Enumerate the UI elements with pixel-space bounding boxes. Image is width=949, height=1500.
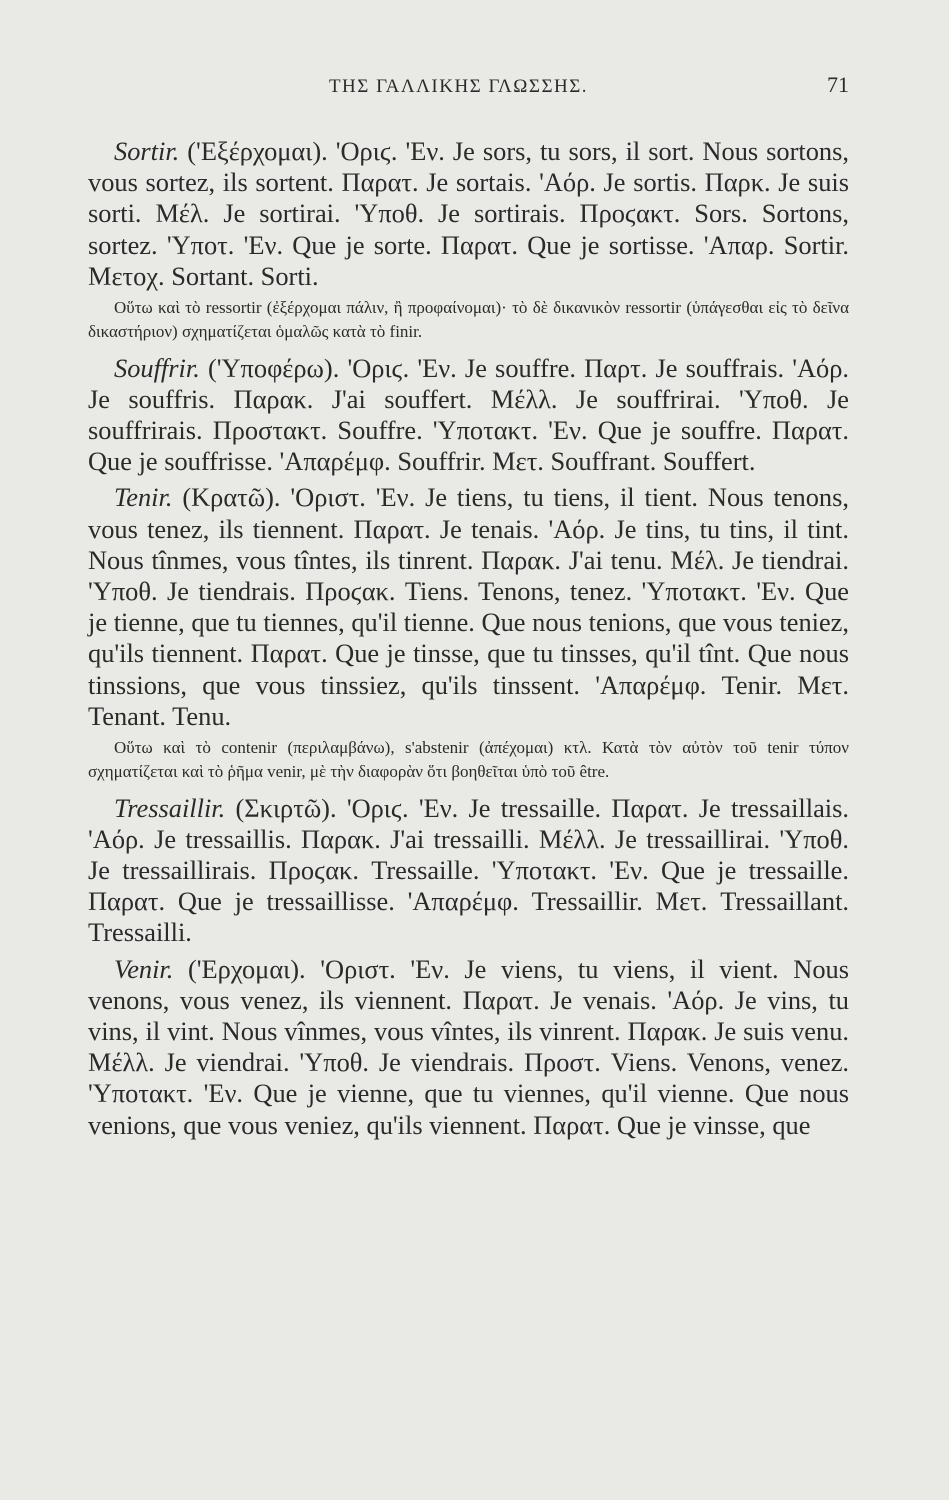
entry-text: ('Ερχομαι). 'Οριστ. 'Εν. Je viens, tu viens, il vient. Nous venons, vous venez, ils viennent. Παρατ. Je venais. 'Αόρ. Je vins, tu vins, il vint. Nous vînmes, vous vîntes, ils vinrent. Παρακ. Je suis venu. Μέλλ. Je viendrai. 'Υποθ. Je viendrais. Προστ. Viens. Venons, venez. 'Υποτακτ. 'Εν. Que je vienne, que tu viennes, qu'il vienne. Que nous venions, que vous veniez, qu'ils viennent. Παρατ. Que je vinsse, que <box>88 953 849 1140</box>
note-ressortir: Οὕτω καὶ τὸ ressortir (ἐξέρχομαι πάλιν, ἢ προφαίνομαι)· τὸ δὲ δικανικὸν ressortir (ὑπάγεσθαι εἰς τὸ δεῖνα δικαστήριον) σχηματίζεται ὁμαλῶς κατὰ τὸ finir. <box>88 298 849 342</box>
page-header <box>88 72 849 108</box>
headword: Tenir. <box>114 482 173 513</box>
verb-entry-tressaillir <box>88 793 849 949</box>
verb-entry-souffrir <box>88 353 849 478</box>
entry-text: (Σκιρτῶ). 'Οριϛ. 'Εν. Je tressaille. Παρατ. Je tressaillais. 'Αόρ. Je tressaillis. Παρακ. J'ai tressailli. Μέλλ. Je tressaillirai. 'Υποθ. Je tressaillirais. Προϛακ. Tressaille. 'Υποτακτ. 'Εν. Que je tressaille. Παρατ. Que je tressaillisse. 'Απαρέμφ. Tressaillir. Μετ. Tressaillant. Tressailli. <box>88 792 849 948</box>
running-title: ΤΗΣ ΓΑΛΛΙΚΗΣ ΓΛΩΣΣΗΣ. <box>328 76 589 97</box>
page-number: 71 <box>827 72 849 97</box>
entry-text: ('Υποφέρω). 'Οριϛ. 'Εν. Je souffre. Παρτ. Je souffrais. 'Αόρ. Je souffris. Παρακ. J'ai souffert. Μέλλ. Je souffrirai. 'Υποθ. Je souffrirais. Προστακτ. Souffre. 'Υποτακτ. 'Εν. Que je souffre. Παρατ. Que je souffrisse. 'Απαρέμφ. Souffrir. Μετ. Souffrant. Souffert. <box>88 352 849 477</box>
headword: Sortir. <box>114 136 180 166</box>
headword: Tressaillir. <box>114 792 226 823</box>
verb-entry-sortir <box>88 136 849 292</box>
entry-text: (Κρατῶ). 'Οριστ. 'Εν. Je tiens, tu tiens, il tient. Nous tenons, vous tenez, ils tiennent. Παρατ. Je tenais. 'Αόρ. Je tins, tu tins, il tint. Nous tînmes, vous tîntes, ils tinrent. Παρακ. J'ai tenu. Μέλ. Je tiendrai. 'Υποθ. Je tiendrais. Προϛακ. Tiens. Tenons, tenez. 'Υποτακτ. 'Εν. Que je tienne, que tu tiennes, qu'il tienne. Que nous tenions, que vous teniez, qu'ils tiennent. Παρατ. Que je tinsse, que tu tinsses, qu'il tînt. Que nous tinssions, que vous tinssiez, qu'ils tinssent. 'Απαρέμφ. Tenir. Μετ. Tenant. Tenu. <box>88 482 849 731</box>
entry-text: ('Εξέρχομαι). 'Οριϛ. 'Εν. Je sors, tu sors, il sort. Nous sortons, vous sortez, ils sortent. Παρατ. Je sortais. 'Αόρ. Je sortis. Παρκ. Je suis sorti. Μέλ. Je sortirai. 'Υποθ. Je sortirais. Προϛακτ. Sors. Sortons, sortez. 'Υποτ. 'Εν. Que je sorte. Παρατ. Que je sortisse. 'Απαρ. Sortir. Μετοχ. Sortant. Sorti. <box>88 136 849 291</box>
headword: Souffrir. <box>114 352 200 383</box>
note-contenir: Οὕτω καὶ τὸ contenir (περιλαμβάνω), s'abstenir (ἀπέχομαι) κτλ. Κατὰ τὸν αὐτὸν τοῦ tenir τύπον σχηματίζεται καὶ τὸ ῥῆμα venir, μὲ τὴν διαφορὰν ὅτι βοηθεῖται ὑπὸ τοῦ être. <box>88 738 849 782</box>
headword: Venir. <box>114 953 174 984</box>
verb-entry-tenir <box>88 482 849 732</box>
verb-entry-venir <box>88 954 849 1141</box>
